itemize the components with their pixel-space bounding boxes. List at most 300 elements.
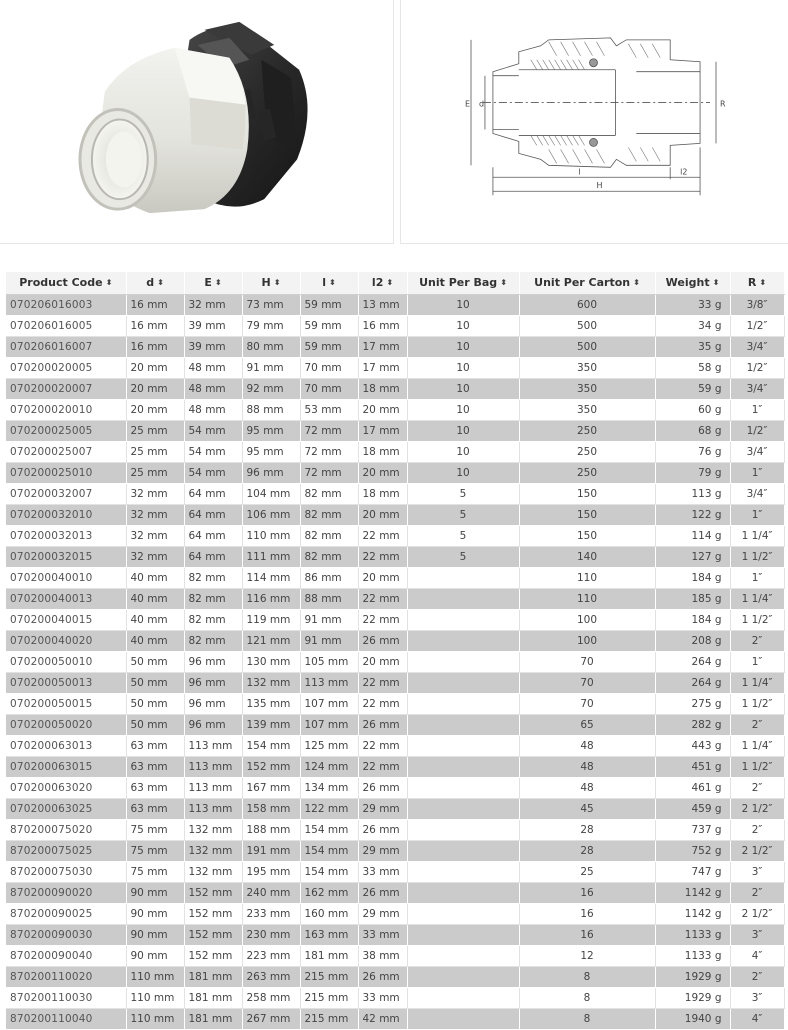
cell-e: 132 mm bbox=[184, 840, 242, 861]
cell-product-code: 870200090030 bbox=[6, 924, 126, 945]
cell-unit-per-bag bbox=[407, 798, 519, 819]
cell-product-code: 070200020005 bbox=[6, 357, 126, 378]
cell-weight: 58 g bbox=[655, 357, 730, 378]
cell-unit-per-bag bbox=[407, 714, 519, 735]
cell-r: 1 1/2″ bbox=[730, 546, 784, 567]
column-header-label: R bbox=[747, 276, 757, 290]
cell-r: 2 1/2″ bbox=[730, 840, 784, 861]
cell-d: 40 mm bbox=[126, 567, 184, 588]
cell-product-code: 070200063015 bbox=[6, 756, 126, 777]
cell-r: 1 1/4″ bbox=[730, 735, 784, 756]
table-row bbox=[6, 630, 784, 651]
cell-unit-per-carton: 8 bbox=[519, 966, 655, 987]
cell-h: 130 mm bbox=[242, 651, 300, 672]
cell-unit-per-carton: 8 bbox=[519, 987, 655, 1008]
cell-unit-per-carton: 110 bbox=[519, 588, 655, 609]
cell-d: 63 mm bbox=[126, 756, 184, 777]
cell-d: 32 mm bbox=[126, 525, 184, 546]
cell-r: 3/4″ bbox=[730, 336, 784, 357]
column-header-unit-per-carton[interactable] bbox=[519, 272, 655, 294]
cell-r: 1 1/4″ bbox=[730, 525, 784, 546]
cell-h: 114 mm bbox=[242, 567, 300, 588]
sort-updown-icon[interactable]: ⬍ bbox=[759, 278, 767, 288]
cell-h: 95 mm bbox=[242, 420, 300, 441]
cell-unit-per-bag: 10 bbox=[407, 420, 519, 441]
sort-updown-icon[interactable]: ⬍ bbox=[214, 278, 222, 288]
table-row bbox=[6, 672, 784, 693]
cell-unit-per-carton: 150 bbox=[519, 504, 655, 525]
column-header-l2[interactable] bbox=[358, 272, 407, 294]
column-header-label: Weight bbox=[665, 276, 710, 290]
cell-weight: 60 g bbox=[655, 399, 730, 420]
cell-d: 40 mm bbox=[126, 630, 184, 651]
cell-unit-per-carton: 28 bbox=[519, 840, 655, 861]
cell-product-code: 870200090020 bbox=[6, 882, 126, 903]
cell-d: 50 mm bbox=[126, 693, 184, 714]
cell-e: 181 mm bbox=[184, 1008, 242, 1029]
cell-e: 48 mm bbox=[184, 378, 242, 399]
cell-l: 59 mm bbox=[300, 336, 358, 357]
cell-unit-per-carton: 48 bbox=[519, 777, 655, 798]
table-row bbox=[6, 924, 784, 945]
cell-l2: 29 mm bbox=[358, 840, 407, 861]
cell-product-code: 070200040020 bbox=[6, 630, 126, 651]
cell-product-code: 870200110030 bbox=[6, 987, 126, 1008]
cell-e: 113 mm bbox=[184, 735, 242, 756]
cell-r: 2 1/2″ bbox=[730, 903, 784, 924]
cell-unit-per-bag bbox=[407, 756, 519, 777]
cell-l: 215 mm bbox=[300, 1008, 358, 1029]
cell-h: 132 mm bbox=[242, 672, 300, 693]
cell-l: 124 mm bbox=[300, 756, 358, 777]
cell-weight: 79 g bbox=[655, 462, 730, 483]
cell-weight: 264 g bbox=[655, 672, 730, 693]
cell-product-code: 870200075020 bbox=[6, 819, 126, 840]
cell-product-code: 870200090040 bbox=[6, 945, 126, 966]
cell-l2: 38 mm bbox=[358, 945, 407, 966]
cell-l: 134 mm bbox=[300, 777, 358, 798]
cell-unit-per-carton: 140 bbox=[519, 546, 655, 567]
cell-r: 3/4″ bbox=[730, 378, 784, 399]
cell-h: 106 mm bbox=[242, 504, 300, 525]
cell-unit-per-bag: 10 bbox=[407, 399, 519, 420]
cell-d: 32 mm bbox=[126, 504, 184, 525]
cell-r: 2″ bbox=[730, 630, 784, 651]
cell-l2: 26 mm bbox=[358, 819, 407, 840]
cell-d: 32 mm bbox=[126, 546, 184, 567]
cell-product-code: 070200050013 bbox=[6, 672, 126, 693]
cell-unit-per-carton: 110 bbox=[519, 567, 655, 588]
cell-e: 152 mm bbox=[184, 945, 242, 966]
cell-d: 20 mm bbox=[126, 399, 184, 420]
cell-product-code: 870200090025 bbox=[6, 903, 126, 924]
cell-unit-per-carton: 500 bbox=[519, 315, 655, 336]
cell-r: 2″ bbox=[730, 966, 784, 987]
column-header-r[interactable] bbox=[730, 272, 784, 294]
cell-unit-per-bag: 10 bbox=[407, 294, 519, 315]
column-header-label: l bbox=[322, 276, 327, 290]
cell-h: 154 mm bbox=[242, 735, 300, 756]
cell-product-code: 870200075025 bbox=[6, 840, 126, 861]
cell-unit-per-bag bbox=[407, 588, 519, 609]
cell-e: 39 mm bbox=[184, 315, 242, 336]
cell-l2: 22 mm bbox=[358, 525, 407, 546]
cell-h: 188 mm bbox=[242, 819, 300, 840]
cell-d: 16 mm bbox=[126, 336, 184, 357]
column-header-weight[interactable] bbox=[655, 272, 730, 294]
cell-r: 1 1/2″ bbox=[730, 756, 784, 777]
cell-unit-per-carton: 350 bbox=[519, 399, 655, 420]
cell-e: 54 mm bbox=[184, 441, 242, 462]
cell-product-code: 070200032015 bbox=[6, 546, 126, 567]
cell-product-code: 870200110020 bbox=[6, 966, 126, 987]
cell-d: 75 mm bbox=[126, 840, 184, 861]
column-header-unit-per-bag[interactable] bbox=[407, 272, 519, 294]
sort-updown-icon[interactable]: ⬍ bbox=[500, 278, 507, 288]
cell-l: 215 mm bbox=[300, 966, 358, 987]
cell-unit-per-carton: 250 bbox=[519, 462, 655, 483]
cell-unit-per-bag bbox=[407, 924, 519, 945]
cell-product-code: 070200050020 bbox=[6, 714, 126, 735]
column-header-label: H bbox=[261, 276, 271, 290]
cell-l: 154 mm bbox=[300, 840, 358, 861]
cell-d: 16 mm bbox=[126, 315, 184, 336]
cell-l: 215 mm bbox=[300, 987, 358, 1008]
cell-weight: 208 g bbox=[655, 630, 730, 651]
cell-product-code: 070206016005 bbox=[6, 315, 126, 336]
table-body bbox=[6, 294, 784, 1029]
cell-l: 82 mm bbox=[300, 546, 358, 567]
cell-product-code: 070200020007 bbox=[6, 378, 126, 399]
cell-unit-per-carton: 350 bbox=[519, 378, 655, 399]
cell-r: 2″ bbox=[730, 777, 784, 798]
cell-unit-per-carton: 70 bbox=[519, 651, 655, 672]
cell-l2: 17 mm bbox=[358, 357, 407, 378]
cell-d: 40 mm bbox=[126, 609, 184, 630]
cell-unit-per-bag bbox=[407, 672, 519, 693]
cell-l2: 13 mm bbox=[358, 294, 407, 315]
cell-r: 1″ bbox=[730, 567, 784, 588]
table-row bbox=[6, 651, 784, 672]
cell-e: 96 mm bbox=[184, 651, 242, 672]
cell-unit-per-carton: 16 bbox=[519, 903, 655, 924]
cell-h: 233 mm bbox=[242, 903, 300, 924]
cell-unit-per-bag: 10 bbox=[407, 378, 519, 399]
dim-label-H: H bbox=[596, 181, 603, 191]
table-row bbox=[6, 882, 784, 903]
cell-unit-per-bag: 5 bbox=[407, 525, 519, 546]
cell-l: 122 mm bbox=[300, 798, 358, 819]
cell-h: 223 mm bbox=[242, 945, 300, 966]
table-row bbox=[6, 336, 784, 357]
cell-weight: 127 g bbox=[655, 546, 730, 567]
cell-e: 64 mm bbox=[184, 504, 242, 525]
cell-weight: 33 g bbox=[655, 294, 730, 315]
cell-h: 158 mm bbox=[242, 798, 300, 819]
cell-unit-per-bag bbox=[407, 567, 519, 588]
cell-e: 64 mm bbox=[184, 483, 242, 504]
sort-updown-icon[interactable]: ⬍ bbox=[273, 278, 281, 288]
cell-e: 82 mm bbox=[184, 567, 242, 588]
cell-l2: 18 mm bbox=[358, 441, 407, 462]
column-header-label: Unit Per Bag bbox=[419, 276, 498, 290]
cell-r: 3″ bbox=[730, 987, 784, 1008]
table-row bbox=[6, 840, 784, 861]
cell-product-code: 070206016003 bbox=[6, 294, 126, 315]
cell-l: 72 mm bbox=[300, 462, 358, 483]
cell-r: 3/8″ bbox=[730, 294, 784, 315]
cell-l2: 22 mm bbox=[358, 756, 407, 777]
cell-l2: 18 mm bbox=[358, 378, 407, 399]
cell-l: 113 mm bbox=[300, 672, 358, 693]
cell-d: 20 mm bbox=[126, 357, 184, 378]
cell-d: 50 mm bbox=[126, 714, 184, 735]
cell-h: 80 mm bbox=[242, 336, 300, 357]
cell-d: 25 mm bbox=[126, 420, 184, 441]
cell-h: 135 mm bbox=[242, 693, 300, 714]
cell-r: 3/4″ bbox=[730, 441, 784, 462]
cell-r: 1 1/4″ bbox=[730, 672, 784, 693]
cell-unit-per-carton: 16 bbox=[519, 924, 655, 945]
cell-l2: 26 mm bbox=[358, 630, 407, 651]
cell-r: 3/4″ bbox=[730, 483, 784, 504]
cell-l: 88 mm bbox=[300, 588, 358, 609]
cell-e: 113 mm bbox=[184, 798, 242, 819]
table-row bbox=[6, 609, 784, 630]
cell-d: 90 mm bbox=[126, 945, 184, 966]
column-header-label: Unit Per Carton bbox=[534, 276, 631, 290]
cell-weight: 1133 g bbox=[655, 945, 730, 966]
cell-l2: 20 mm bbox=[358, 399, 407, 420]
cell-h: 167 mm bbox=[242, 777, 300, 798]
cell-d: 63 mm bbox=[126, 777, 184, 798]
dim-label-E: E bbox=[465, 99, 471, 109]
cell-weight: 459 g bbox=[655, 798, 730, 819]
cell-d: 63 mm bbox=[126, 798, 184, 819]
fitting-product-image bbox=[0, 0, 393, 243]
table-row bbox=[6, 798, 784, 819]
cell-l2: 16 mm bbox=[358, 315, 407, 336]
cell-l2: 20 mm bbox=[358, 504, 407, 525]
cell-d: 110 mm bbox=[126, 987, 184, 1008]
cell-l: 154 mm bbox=[300, 819, 358, 840]
cell-unit-per-bag: 10 bbox=[407, 357, 519, 378]
cell-unit-per-bag: 10 bbox=[407, 315, 519, 336]
cell-product-code: 070206016007 bbox=[6, 336, 126, 357]
cell-unit-per-carton: 70 bbox=[519, 693, 655, 714]
cell-e: 181 mm bbox=[184, 987, 242, 1008]
cell-e: 152 mm bbox=[184, 924, 242, 945]
cell-r: 3″ bbox=[730, 924, 784, 945]
cell-l2: 26 mm bbox=[358, 777, 407, 798]
cell-h: 73 mm bbox=[242, 294, 300, 315]
cell-l: 59 mm bbox=[300, 294, 358, 315]
cell-l: 70 mm bbox=[300, 378, 358, 399]
cell-weight: 1142 g bbox=[655, 882, 730, 903]
cell-unit-per-carton: 100 bbox=[519, 630, 655, 651]
cell-r: 1/2″ bbox=[730, 357, 784, 378]
cell-weight: 1133 g bbox=[655, 924, 730, 945]
cell-d: 110 mm bbox=[126, 1008, 184, 1029]
table-row bbox=[6, 357, 784, 378]
cell-weight: 35 g bbox=[655, 336, 730, 357]
cell-unit-per-carton: 65 bbox=[519, 714, 655, 735]
cell-unit-per-carton: 8 bbox=[519, 1008, 655, 1029]
cell-weight: 34 g bbox=[655, 315, 730, 336]
cell-product-code: 070200025007 bbox=[6, 441, 126, 462]
sort-updown-icon[interactable]: ⬍ bbox=[329, 278, 336, 288]
column-header-label: d bbox=[146, 276, 155, 290]
table-row bbox=[6, 966, 784, 987]
table-row bbox=[6, 420, 784, 441]
cell-weight: 282 g bbox=[655, 714, 730, 735]
table-row bbox=[6, 315, 784, 336]
cell-e: 82 mm bbox=[184, 609, 242, 630]
cell-h: 104 mm bbox=[242, 483, 300, 504]
cell-l: 59 mm bbox=[300, 315, 358, 336]
table-header-row bbox=[6, 272, 784, 294]
sort-updown-icon[interactable]: ⬍ bbox=[157, 278, 164, 288]
cell-unit-per-bag bbox=[407, 693, 519, 714]
cell-r: 2″ bbox=[730, 714, 784, 735]
cell-l2: 17 mm bbox=[358, 420, 407, 441]
cell-r: 2″ bbox=[730, 819, 784, 840]
cell-d: 32 mm bbox=[126, 483, 184, 504]
cell-e: 48 mm bbox=[184, 399, 242, 420]
cell-product-code: 070200032013 bbox=[6, 525, 126, 546]
table-row bbox=[6, 399, 784, 420]
cell-e: 132 mm bbox=[184, 861, 242, 882]
cell-unit-per-bag bbox=[407, 651, 519, 672]
cell-h: 91 mm bbox=[242, 357, 300, 378]
column-header-label: E bbox=[204, 276, 212, 290]
column-header-product-code[interactable] bbox=[6, 272, 126, 294]
cell-l: 91 mm bbox=[300, 609, 358, 630]
cell-h: 263 mm bbox=[242, 966, 300, 987]
cell-unit-per-bag: 10 bbox=[407, 462, 519, 483]
cell-e: 96 mm bbox=[184, 714, 242, 735]
cell-l: 154 mm bbox=[300, 861, 358, 882]
cell-l2: 22 mm bbox=[358, 588, 407, 609]
cell-l2: 33 mm bbox=[358, 861, 407, 882]
cell-weight: 752 g bbox=[655, 840, 730, 861]
cell-unit-per-bag bbox=[407, 966, 519, 987]
table-row bbox=[6, 441, 784, 462]
cell-unit-per-bag bbox=[407, 777, 519, 798]
cell-weight: 461 g bbox=[655, 777, 730, 798]
cell-h: 119 mm bbox=[242, 609, 300, 630]
cell-h: 230 mm bbox=[242, 924, 300, 945]
cell-unit-per-carton: 70 bbox=[519, 672, 655, 693]
table-row bbox=[6, 378, 784, 399]
cell-e: 48 mm bbox=[184, 357, 242, 378]
cell-product-code: 070200050015 bbox=[6, 693, 126, 714]
cell-product-code: 070200040013 bbox=[6, 588, 126, 609]
table-row bbox=[6, 735, 784, 756]
cell-r: 1″ bbox=[730, 399, 784, 420]
cell-e: 82 mm bbox=[184, 588, 242, 609]
sort-updown-icon[interactable]: ⬍ bbox=[105, 278, 113, 288]
cell-l2: 22 mm bbox=[358, 672, 407, 693]
cell-l2: 29 mm bbox=[358, 903, 407, 924]
cell-weight: 1929 g bbox=[655, 987, 730, 1008]
cell-l2: 33 mm bbox=[358, 987, 407, 1008]
cell-weight: 737 g bbox=[655, 819, 730, 840]
table-row bbox=[6, 693, 784, 714]
cell-e: 132 mm bbox=[184, 819, 242, 840]
cell-weight: 114 g bbox=[655, 525, 730, 546]
cell-e: 152 mm bbox=[184, 882, 242, 903]
cell-unit-per-carton: 48 bbox=[519, 756, 655, 777]
column-header-l[interactable] bbox=[300, 272, 358, 294]
cell-r: 1/2″ bbox=[730, 420, 784, 441]
table-row bbox=[6, 945, 784, 966]
table-row bbox=[6, 294, 784, 315]
cell-l: 82 mm bbox=[300, 525, 358, 546]
cell-unit-per-bag bbox=[407, 630, 519, 651]
cell-unit-per-bag: 5 bbox=[407, 483, 519, 504]
cell-e: 82 mm bbox=[184, 630, 242, 651]
sort-updown-icon[interactable]: ⬍ bbox=[633, 278, 640, 288]
cell-d: 90 mm bbox=[126, 903, 184, 924]
cell-unit-per-bag bbox=[407, 861, 519, 882]
cell-d: 90 mm bbox=[126, 924, 184, 945]
cell-unit-per-carton: 150 bbox=[519, 525, 655, 546]
cell-unit-per-carton: 150 bbox=[519, 483, 655, 504]
cell-product-code: 070200063013 bbox=[6, 735, 126, 756]
cell-l2: 42 mm bbox=[358, 1008, 407, 1029]
cell-product-code: 070200040015 bbox=[6, 609, 126, 630]
column-header-d[interactable] bbox=[126, 272, 184, 294]
cell-l: 160 mm bbox=[300, 903, 358, 924]
cell-h: 139 mm bbox=[242, 714, 300, 735]
cell-l2: 20 mm bbox=[358, 651, 407, 672]
column-header-e[interactable] bbox=[184, 272, 242, 294]
cell-r: 4″ bbox=[730, 945, 784, 966]
table-row bbox=[6, 819, 784, 840]
dim-label-l: l bbox=[578, 167, 581, 177]
table-row bbox=[6, 861, 784, 882]
table-row bbox=[6, 588, 784, 609]
sort-updown-icon[interactable]: ⬍ bbox=[712, 278, 720, 288]
cell-product-code: 870200110040 bbox=[6, 1008, 126, 1029]
cell-l2: 22 mm bbox=[358, 546, 407, 567]
table-row bbox=[6, 903, 784, 924]
cell-d: 110 mm bbox=[126, 966, 184, 987]
cell-unit-per-carton: 12 bbox=[519, 945, 655, 966]
cell-l2: 26 mm bbox=[358, 882, 407, 903]
cell-e: 32 mm bbox=[184, 294, 242, 315]
column-header-h[interactable] bbox=[242, 272, 300, 294]
cell-unit-per-carton: 100 bbox=[519, 609, 655, 630]
cell-l2: 20 mm bbox=[358, 462, 407, 483]
table-row bbox=[6, 504, 784, 525]
cell-h: 195 mm bbox=[242, 861, 300, 882]
cell-weight: 122 g bbox=[655, 504, 730, 525]
cell-unit-per-bag: 5 bbox=[407, 546, 519, 567]
cell-h: 111 mm bbox=[242, 546, 300, 567]
cell-l: 70 mm bbox=[300, 357, 358, 378]
cell-l2: 18 mm bbox=[358, 483, 407, 504]
cell-r: 1 1/2″ bbox=[730, 693, 784, 714]
cell-e: 181 mm bbox=[184, 966, 242, 987]
sort-updown-icon[interactable]: ⬍ bbox=[386, 278, 394, 288]
cell-e: 113 mm bbox=[184, 756, 242, 777]
cell-h: 240 mm bbox=[242, 882, 300, 903]
cell-l: 107 mm bbox=[300, 693, 358, 714]
table-row bbox=[6, 567, 784, 588]
product-spec-table bbox=[6, 272, 785, 1030]
